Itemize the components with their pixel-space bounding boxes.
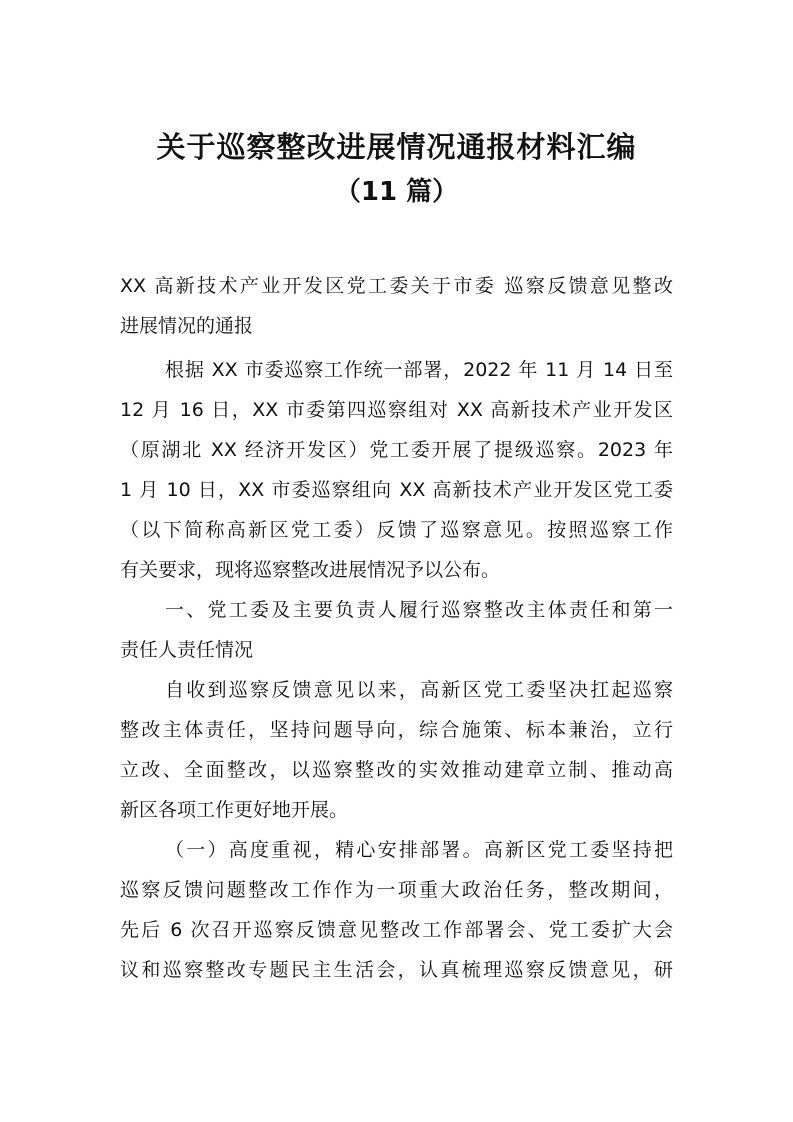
text-line: 巡察反馈问题整改工作作为一项重大政治任务，整改期间， [120,879,673,901]
text-line: 责任人责任情况 [120,639,254,661]
text-line: 先后 6 次召开巡察反馈意见整改工作部署会、党工委扩大会 [120,919,673,941]
text-line: 议和巡察整改专题民主生活会，认真梳理巡察反馈意见，研 [120,959,673,981]
text-line: 根据 XX 市委巡察工作统一部署，2022 年 11 月 14 日至 [165,359,673,381]
text-line: （以下简称高新区党工委）反馈了巡察意见。按照巡察工作 [120,519,673,541]
text-line: 整改主体责任，坚持问题导向，综合施策、标本兼治，立行 [120,719,673,741]
text-line: XX 高新技术产业开发区党工委关于市委 巡察反馈意见整改 [120,275,673,297]
notice-heading [120,266,673,346]
document-title: 关于巡察整改进展情况通报材料汇编 [156,130,637,164]
document-body [120,266,673,990]
text-line: 新区各项工作更好地开展。 [120,799,349,821]
text-line: 1 月 10 日，XX 市委巡察组向 XX 高新技术产业开发区党工委 [120,479,673,501]
text-line: 有关要求，现将巡察整改进展情况予以公布。 [120,559,501,581]
text-line: 自收到巡察反馈意见以来，高新区党工委坚决扛起巡察 [165,679,673,701]
text-line: 一、党工委及主要负责人履行巡察整改主体责任和第一 [165,599,673,621]
paragraph [120,350,673,590]
text-line: 立改、全面整改，以巡察整改的实效推动建章立制、推动高 [120,759,673,781]
text-line: 进展情况的通报 [120,315,254,337]
paragraph [120,830,673,990]
document-subtitle: （11 篇） [334,177,459,207]
paragraph [120,670,673,830]
text-line: 12 月 16 日，XX 市委第四巡察组对 XX 高新技术产业开发区 [120,399,673,421]
text-line: （一）高度重视，精心安排部署。高新区党工委坚持把 [165,839,673,861]
text-line: （原湖北 XX 经济开发区）党工委开展了提级巡察。2023 年 [120,439,673,461]
paragraph [120,590,673,670]
